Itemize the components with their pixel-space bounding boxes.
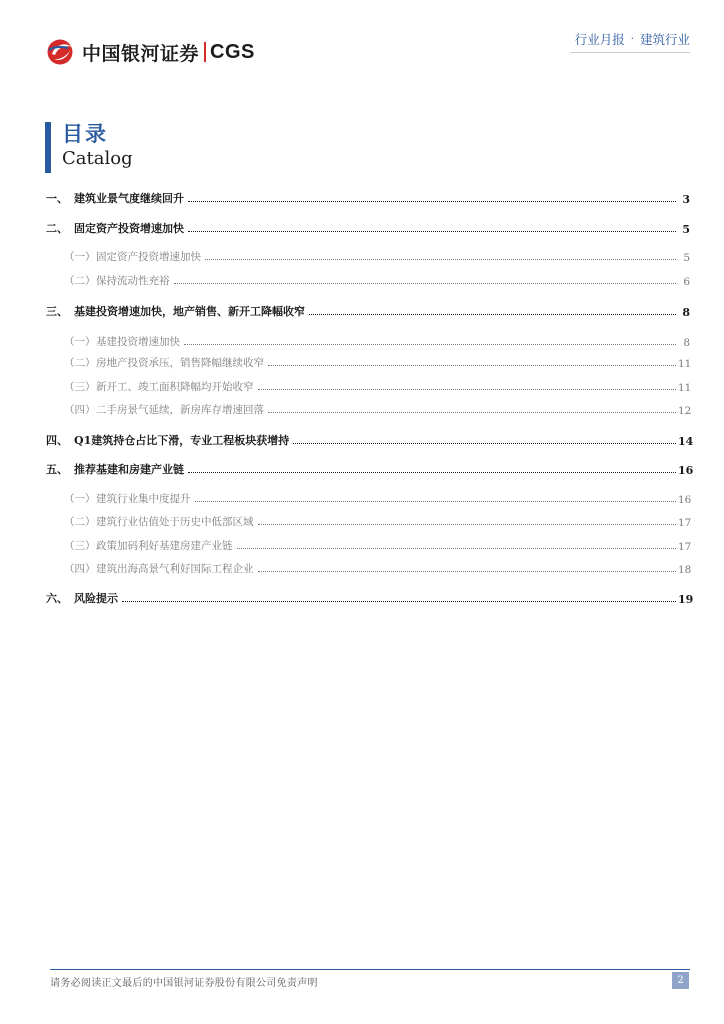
toc-entry-number: 二、	[46, 222, 68, 235]
toc-entry-section[interactable]	[40, 486, 690, 506]
toc-dot-leader	[293, 440, 676, 444]
toc-entry-section[interactable]	[40, 268, 690, 288]
toc-entry-page: 16	[678, 494, 692, 506]
toc-entry-chapter[interactable]	[40, 299, 690, 319]
toc-entry-section[interactable]	[40, 350, 690, 370]
toc-entry-chapter[interactable]	[40, 428, 694, 448]
header-separator: ·	[630, 33, 634, 45]
toc-entry-page: 14	[678, 435, 694, 448]
footer-rule	[50, 969, 690, 970]
toc-dot-leader	[258, 568, 677, 572]
toc-entry-title: 房地产投资承压，销售降幅继续收窄	[96, 357, 264, 369]
toc-entry-title: 保持流动性充裕	[96, 275, 170, 287]
toc-entry-number: （三）	[64, 540, 96, 552]
toc-dot-leader	[188, 469, 676, 473]
toc-dot-leader	[188, 198, 676, 202]
toc-dot-leader	[195, 498, 677, 502]
toc-entry-number: 三、	[46, 305, 68, 318]
catalog-title-cn: 目录	[62, 122, 108, 146]
title-accent-bar	[45, 122, 51, 173]
logo-text-cn: 中国银河证券	[82, 42, 200, 65]
footer-disclaimer: 请务必阅读正文最后的中国银河证券股份有限公司免责声明	[50, 978, 318, 989]
toc-dot-leader	[184, 341, 676, 345]
toc-entry-title: 二手房景气延续，新房库存增速回落	[96, 404, 264, 416]
toc-entry-number: （一）	[64, 336, 96, 348]
toc-entry-title: 推荐基建和房建产业链	[74, 463, 184, 476]
toc-entry-page: 17	[678, 541, 692, 553]
toc-dot-leader	[268, 362, 676, 366]
toc-entry-title: 基建投资增速加快	[96, 336, 180, 348]
toc-entry-section[interactable]	[40, 244, 690, 264]
toc-entry-page: 11	[678, 382, 692, 394]
toc-entry-number: 六、	[46, 592, 68, 605]
toc-entry-page: 8	[682, 306, 690, 319]
toc-entry-title: 固定资产投资增速加快	[96, 251, 201, 263]
catalog-title-en: Catalog	[62, 148, 133, 169]
toc-dot-leader	[309, 311, 676, 315]
galaxy-logo-icon	[46, 38, 76, 66]
toc-entry-title: 建筑业景气度继续回升	[74, 192, 184, 205]
toc-entry-section[interactable]	[40, 533, 690, 553]
toc-entry-chapter[interactable]	[40, 186, 690, 206]
logo-divider	[204, 42, 206, 62]
toc-entry-title: 新开工、竣工面积降幅均开始收窄	[96, 381, 254, 393]
page-number: 2	[672, 972, 689, 989]
toc-dot-leader	[258, 521, 677, 525]
toc-dot-leader	[122, 598, 676, 602]
toc-entry-page: 18	[678, 564, 692, 576]
toc-entry-number: （三）	[64, 381, 96, 393]
toc-entry-page: 5	[683, 252, 690, 264]
toc-entry-section[interactable]	[40, 509, 690, 529]
toc-entry-title: Q1建筑持仓占比下滑，专业工程板块获增持	[74, 434, 290, 447]
toc-entry-page: 6	[683, 276, 690, 288]
toc-entry-number: 四、	[46, 434, 68, 447]
toc-entry-section[interactable]	[40, 397, 690, 417]
toc-entry-page: 17	[678, 517, 692, 529]
toc-entry-title: 基建投资增速加快，地产销售、新开工降幅收窄	[74, 305, 305, 318]
toc-dot-leader	[237, 545, 677, 549]
cgs-logo	[46, 38, 255, 66]
toc-entry-page: 5	[682, 223, 690, 236]
industry-label: 建筑行业	[639, 32, 690, 47]
toc-entry-chapter[interactable]	[40, 457, 694, 477]
toc-entry-title: 建筑出海高景气利好国际工程企业	[96, 563, 254, 575]
toc-entry-page: 8	[683, 337, 690, 349]
toc-entry-section[interactable]	[40, 374, 690, 394]
toc-entry-number: 五、	[46, 463, 68, 476]
toc-entry-number: （二）	[64, 357, 96, 369]
toc-entry-number: （四）	[64, 404, 96, 416]
toc-entry-section[interactable]	[40, 556, 690, 576]
logo-text-en: CGS	[210, 40, 255, 63]
toc-entry-chapter[interactable]	[40, 216, 690, 236]
report-category	[575, 30, 690, 48]
toc-entry-number: （一）	[64, 251, 96, 263]
toc-dot-leader	[258, 386, 677, 390]
toc-entry-title: 建筑行业估值处于历史中低部区域	[96, 516, 254, 528]
toc-entry-page: 12	[678, 405, 692, 417]
report-type: 行业月报	[574, 32, 625, 47]
header-rule	[570, 52, 690, 53]
toc-entry-title: 固定资产投资增速加快	[74, 222, 184, 235]
toc-entry-number: （四）	[64, 563, 96, 575]
toc-dot-leader	[268, 409, 676, 413]
toc-dot-leader	[205, 256, 676, 260]
toc-entry-number: （一）	[64, 493, 96, 505]
toc-entry-page: 19	[678, 593, 694, 606]
toc-entry-page: 11	[678, 358, 692, 370]
toc-entry-number: （二）	[64, 516, 96, 528]
page-header	[0, 0, 724, 80]
toc-entry-number: 一、	[46, 192, 68, 205]
toc-entry-page: 3	[682, 193, 690, 206]
toc-entry-section[interactable]	[40, 329, 690, 349]
toc-dot-leader	[174, 280, 677, 284]
toc-entry-page: 16	[678, 464, 694, 477]
toc-entry-title: 政策加码利好基建房建产业链	[96, 540, 233, 552]
toc-entry-chapter[interactable]	[40, 586, 694, 606]
toc-entry-number: （二）	[64, 275, 96, 287]
toc-dot-leader	[188, 228, 676, 232]
toc-entry-title: 风险提示	[74, 592, 118, 605]
toc-entry-title: 建筑行业集中度提升	[96, 493, 191, 505]
